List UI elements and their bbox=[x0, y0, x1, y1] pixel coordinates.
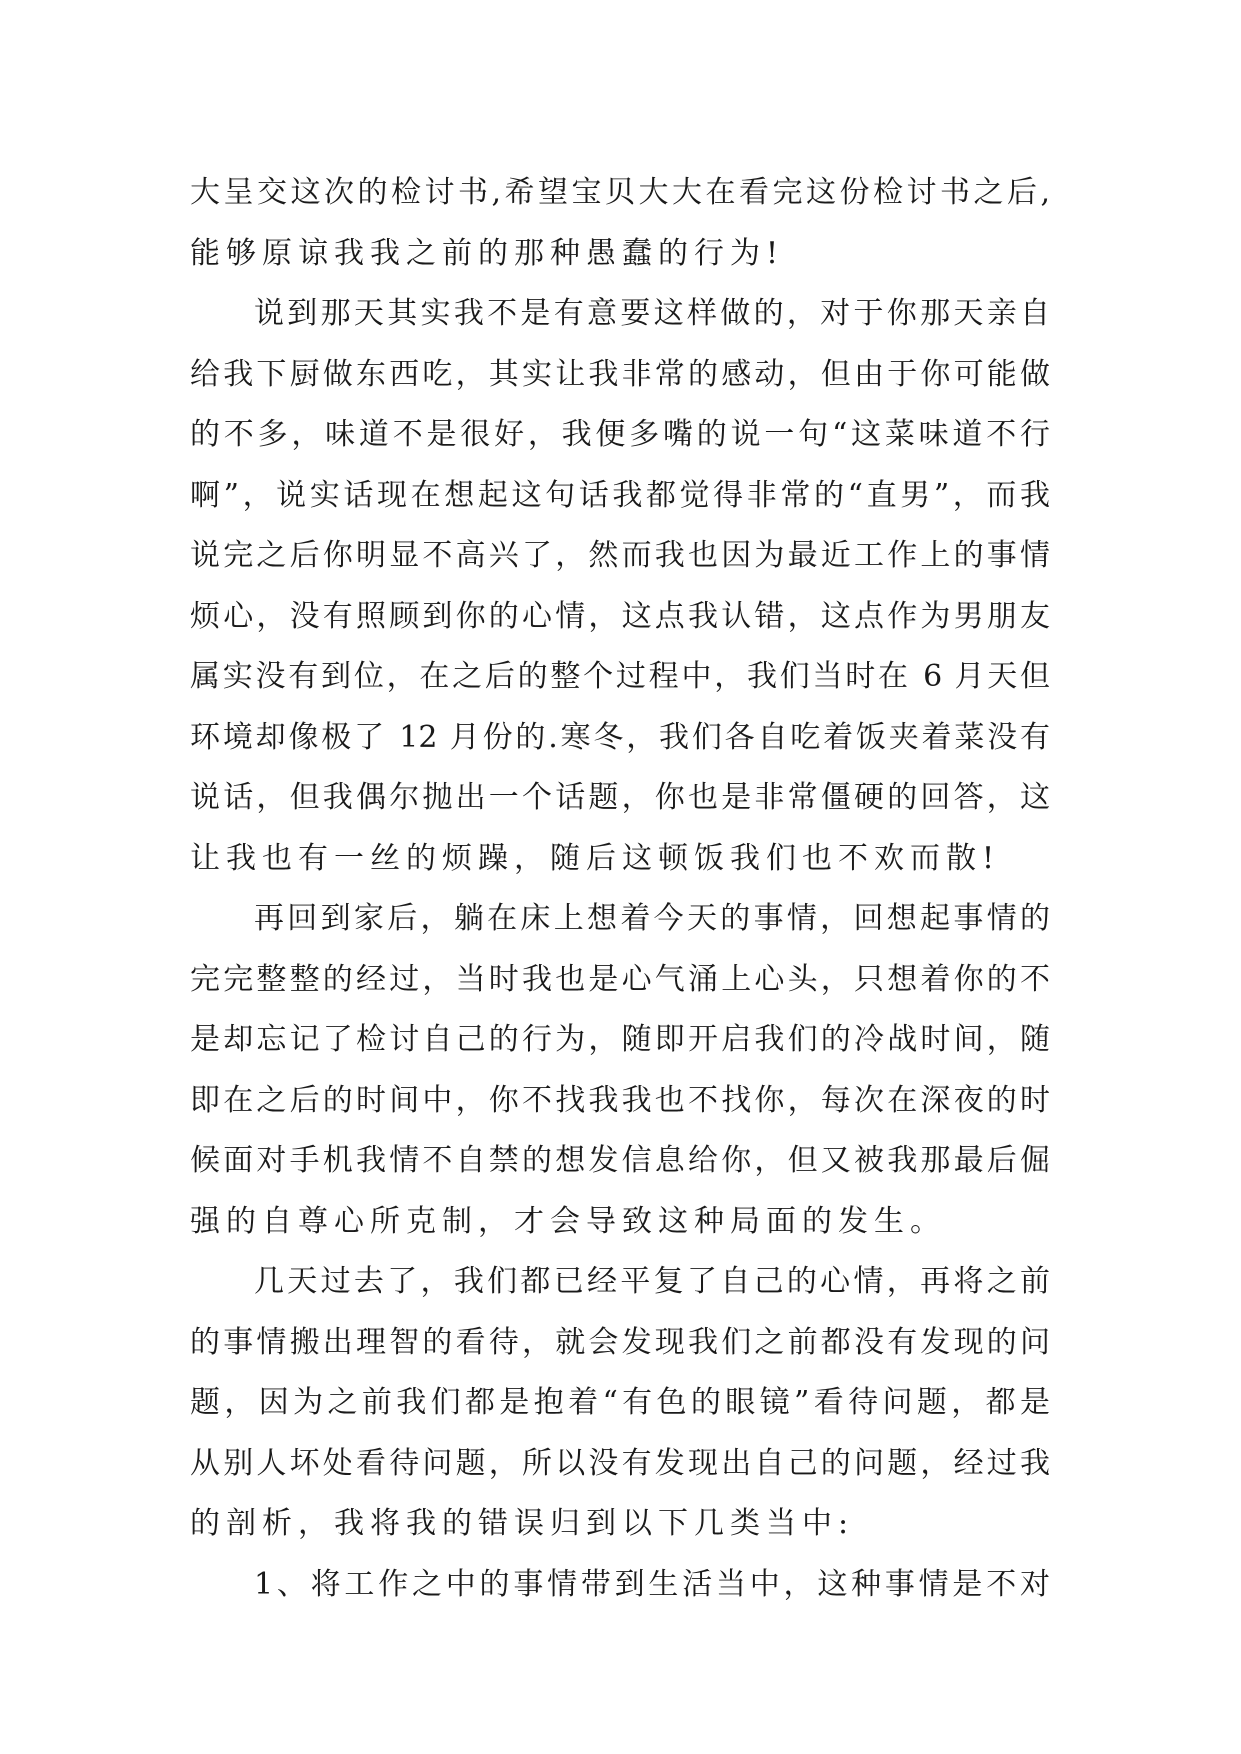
text-line-13: 再回到家后，躺在床上想着今天的事情，回想起事情的 bbox=[254, 901, 1050, 936]
text-line-23: 的剖析，我将我的错误归到以下几类当中: bbox=[190, 1506, 855, 1541]
text-line-6: 啊”，说实话现在想起这句话我都觉得非常的“直男”，而我 bbox=[190, 477, 1050, 513]
text-line-20: 的事情搬出理智的看待，就会发现我们之前都没有发现的问 bbox=[190, 1324, 1050, 1360]
text-line-21: 题，因为之前我们都是抱着“有色的眼镜”看待问题，都是 bbox=[190, 1385, 1050, 1420]
text-line-5: 的不多，味道不是很好，我便多嘴的说一句“这菜味道不行 bbox=[190, 417, 1050, 452]
text-line-19: 几天过去了，我们都已经平复了自己的心情，再将之前 bbox=[254, 1264, 1050, 1299]
text-line-4: 给我下厨做东西吃，其实让我非常的感动，但由于你可能做 bbox=[190, 356, 1050, 392]
text-line-17: 候面对手机我情不自禁的想发信息给你，但又被我那最后倔 bbox=[190, 1143, 1050, 1178]
document-body bbox=[190, 163, 1050, 1615]
text-line-12: 让我也有一丝的烦躁，随后这顿饭我们也不欢而散! bbox=[190, 840, 1001, 876]
text-line-1: 大呈交这次的检讨书,希望宝贝大大在看完这份检讨书之后, bbox=[190, 175, 1050, 210]
text-line-22: 从别人坏处看待问题，所以没有发现出自己的问题，经过我 bbox=[190, 1445, 1050, 1481]
text-line-10: 环境却像极了 12 月份的.寒冬，我们各自吃着饭夹着菜没有 bbox=[190, 719, 1050, 755]
text-line-15: 是却忘记了检讨自己的行为，随即开启我们的冷战时间，随 bbox=[190, 1022, 1050, 1057]
text-line-16: 即在之后的时间中，你不找我我也不找你，每次在深夜的时 bbox=[190, 1082, 1050, 1118]
text-line-3: 说到那天其实我不是有意要这样做的，对于你那天亲自 bbox=[254, 296, 1050, 331]
text-line-8: 烦心，没有照顾到你的心情，这点我认错，这点作为男朋友 bbox=[190, 598, 1050, 634]
text-line-24: 1、将工作之中的事情带到生活当中，这种事情是不对 bbox=[254, 1566, 1050, 1602]
text-line-9: 属实没有到位，在之后的整个过程中，我们当时在 6 月天但 bbox=[190, 659, 1050, 694]
text-line-2: 能够原谅我我之前的那种愚蠢的行为! bbox=[190, 235, 785, 271]
text-line-18: 强的自尊心所克制，才会导致这种局面的发生。 bbox=[190, 1203, 946, 1239]
text-line-14: 完完整整的经过，当时我也是心气涌上心头，只想着你的不 bbox=[190, 961, 1050, 997]
text-line-7: 说完之后你明显不高兴了，然而我也因为最近工作上的事情 bbox=[190, 538, 1050, 573]
text-line-11: 说话，但我偶尔抛出一个话题，你也是非常僵硬的回答，这 bbox=[190, 780, 1050, 815]
